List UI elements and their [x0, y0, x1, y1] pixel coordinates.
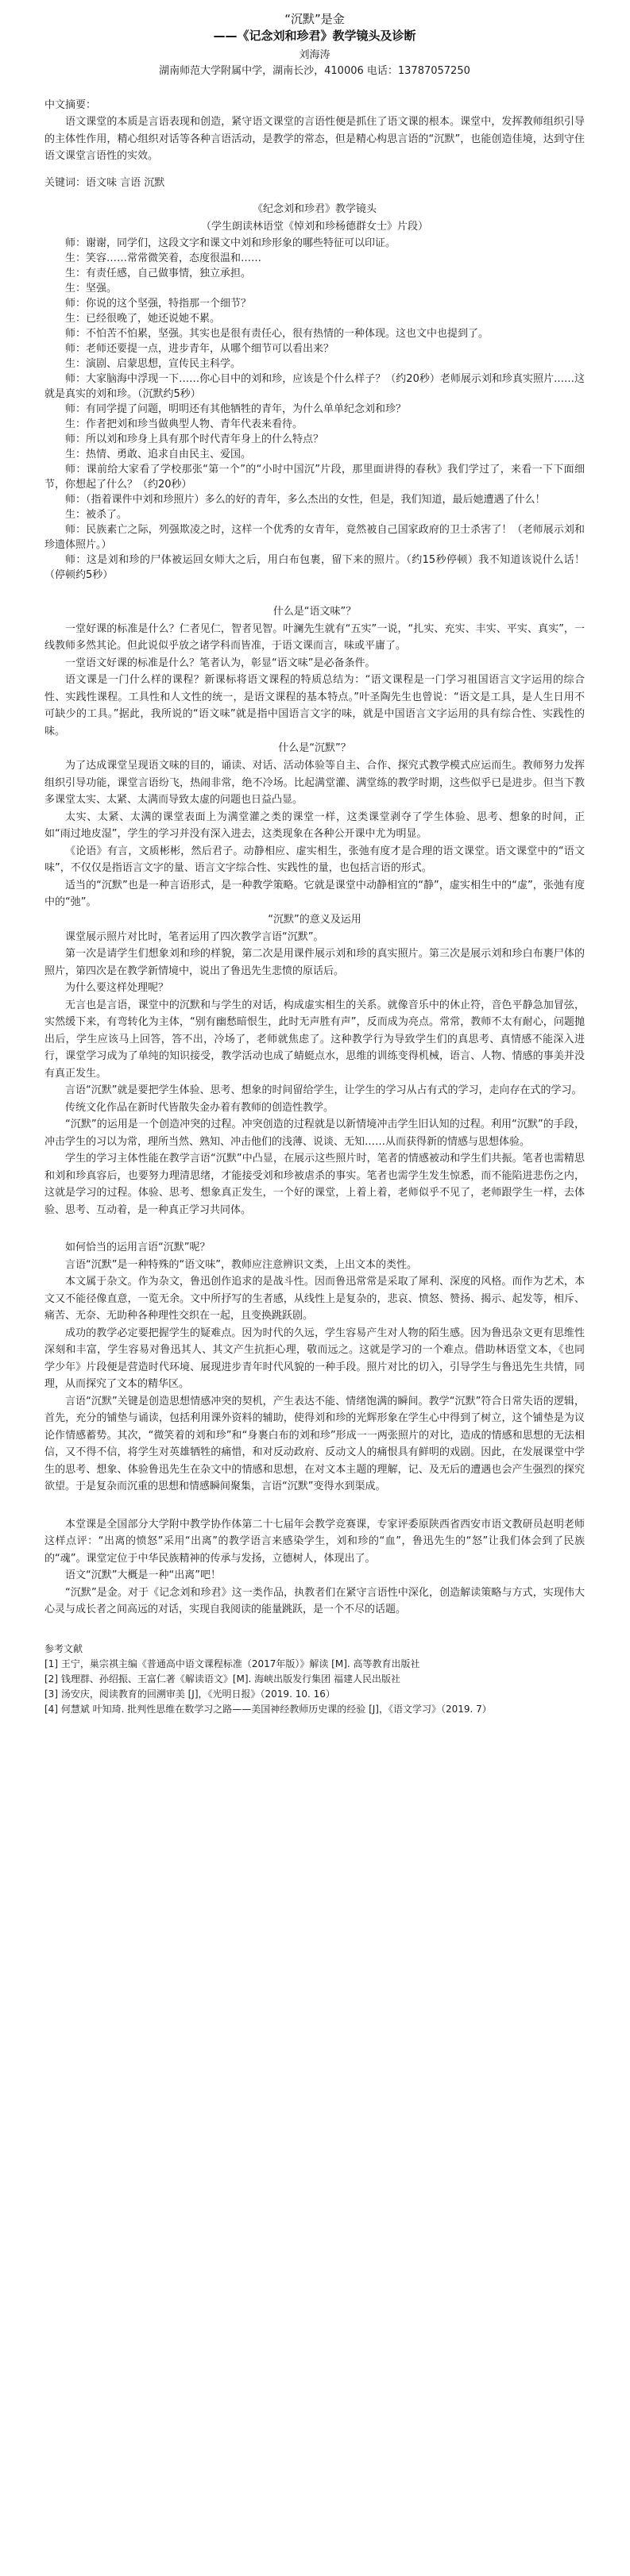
body-paragraph: 语文“沉默”大概是一种“出离”吧！ — [65, 1569, 221, 1581]
body-paragraph: 一堂好课的标准是什么？仁者见仁，智者见智。叶澜先生就有“五实”一说，“扎实、充实、丰实、平实、真实”，一线教师多然其论。但此说似乎放之诸学科而皆准，于语文课而言，味或平庸了。 — [44, 622, 585, 652]
abstract-heading: 中文摘要： — [44, 99, 97, 111]
dialogue-line: 生：坚强。 — [65, 282, 118, 295]
dialogue-line: 师：大家脑海中浮现一下……你心目中的刘和珍，应该是个什么样子？（约20秒）老师展示刘和珍真实照片……这就是真实的刘和珍。（沉默约5秒） — [44, 372, 585, 400]
dialogue-line: 师：谢谢，同学们，这段文字和课文中刘和珍形象的哪些特征可以印证。 — [65, 237, 396, 249]
silence-body — [44, 757, 585, 911]
body-paragraph: 本文属于杂文。作为杂文，鲁迅创作追求的是战斗性。因而鲁迅常常是采取了犀利、深度的风格。而作为艺术，本文又不能径像直意，一览无余。文中所抒写的生者感，从线性上是复杂的，悲哀、愤怒、赞扬、揭示、起发等，相斥、痛苦、无奈、无助种各种理性交织在一起，且变换跳跃剧。 — [44, 1276, 585, 1322]
dialogue-line: 生：笑容……常常微笑着，态度很温和…… — [65, 252, 262, 264]
body-paragraph: 太实、太紧、太满的课堂表面上为满堂灌之类的课堂一样，这类课堂剥夺了学生体验、思考、想象的时间，正如“雨过地皮湿”，学生的学习并没有深入进去，这类现象在各种公开课中尤为明显。 — [44, 811, 585, 840]
dialogue-line: 师：老师还要提一点，进步青年，从哪个细节可以看出来？ — [65, 342, 334, 355]
body-paragraph: 为什么要这样处理呢？ — [65, 982, 169, 994]
paper-title: “沉默”是金 — [284, 12, 345, 26]
dialogue-line: 师：（指着课件中刘和珍照片）多么的好的青年，多么杰出的女性，但是，我们知道，最后她遭遇了什么！ — [65, 493, 546, 506]
dialogue-line: 师：民族素亡之际，列强欺凌之时，这样一个优秀的女青年，竟然被自己国家政府的卫士杀害了！（老师展示刘和珍遗体照片。） — [44, 523, 585, 551]
author-name: 刘海涛 — [299, 49, 330, 61]
body-paragraph: “沉默”的运用是一个创造冲突的过程。冲突创造的过程就是以新情境冲击学生旧认知的过程。利用“沉默”的手段，冲击学生的习以为常，理所当然、熟知、冲击他们的浅薄、说谈、无知……从而获得新的情感与思想体验。 — [44, 1119, 585, 1148]
body-paragraph: 课堂展示照片对比时，笔者运用了四次教学言语“沉默”。 — [65, 930, 324, 943]
reference-item: [1] 王宁，巢宗祺主编《普通高中语文课程标准（2017年版）》解读 [M]. 高等教育出版社 — [44, 1658, 420, 1669]
body-paragraph: 言语“沉默”关键是创造思想情感冲突的契机，产生表达不能、情绪饱满的瞬间。教学“沉默”符合日常失语的逻辑，首先，充分的铺垫与诵读，包括利用课外资料的辅助，使得刘和珍的光辉形象在学生心中得到了树立，这个铺垫是为议论作情感蓄势。其次，“微笑着的刘和珍”和“身裹白布的刘和珍”形成一一两张照片的对比，造成的情感和思想的无法相信，又不得不信，将学生对英雄牺牲的痛惜，和对反动政府、反动文人的痛恨具有鲜明的戏剧。因此，在发展课堂中学生的思考、想象、体验鲁迅先生在杂文中的情感和思想，在对文本主题的理解，记、及无后的遭遇也会产生强烈的探究欲望。于是复杂而沉重的思想和情感瞬间聚集，言语“沉默”变得水到渠成。 — [44, 1395, 585, 1492]
paper-subtitle: ——《记念刘和珍君》教学镜头及诊断 — [213, 29, 416, 43]
silence-meaning-body — [44, 929, 585, 1219]
body-paragraph: 为了达成课堂呈现语文味的目的，诵读、对话、活动体验等自主、合作、探究式教学模式应运而生。教师努力发挥组织引导功能，课堂言语纷飞，热闹非常，绝不冷场。比起满堂灌、满堂练的教学时期，这些似乎已是进步。但当下教多课堂太实、太紧、太满而导致太虚的问题也日益凸显。 — [44, 760, 585, 806]
chinese-flavor-body — [44, 621, 585, 741]
conclusion-body — [44, 1516, 585, 1619]
body-paragraph: 一堂语文好课的标准是什么？笔者认为，彰显“语文味”是必备条件。 — [65, 657, 376, 669]
abstract-text: 语文课堂的本质是言语表现和创造，紧守语文课堂的言语性便是抓住了语文课的根本。课堂中，发挥教师组织引导的主体性作用，精心组织对话等各种言语活动，是教学的常态，但是精心构思言语的“沉默”，也能创造佳境，达到守住语文课堂言语性的实效。 — [44, 116, 585, 162]
dialogue-line: 生：演剧、启蒙思想，宣传民主科学。 — [65, 357, 242, 370]
body-paragraph: “沉默”是金。对于《记念刘和珍君》这一类作品，执教者们在紧守言语性中深化，创造解读策略与方式，实现伟大心灵与成长者之间高远的对话，实现自我阅读的能量跳跃，是一个不尽的话题。 — [44, 1586, 585, 1615]
dialogue-line: 生：热情、勇敢、追求自由民主、爱国。 — [65, 448, 252, 460]
body-paragraph: 言语“沉默”是一种特殊的“语文味”，教师应注意辨识文类，上出文本的类性。 — [65, 1258, 417, 1271]
dialogue-line: 师：不怕苦不怕累，坚强。其实也是很有责任心，很有热情的一种体现。这也文中也提到了。 — [65, 327, 489, 340]
reference-item: [2] 钱理群、孙绍振、王富仁著《解读语文》[M]. 海峡出版发行集团 福建人民出版社 — [44, 1673, 400, 1685]
references-heading: 参考文献 — [44, 1642, 83, 1654]
section-title-silence: 什么是“沉默”？ — [278, 742, 351, 754]
body-paragraph: 言语“沉默”就是要把学生体验、思考、想象的时间留给学生，让学生的学习从占有式的学习，走向存在式的学习。 — [65, 1084, 582, 1096]
section-title-chinese-flavor: 什么是“语文味”？ — [272, 605, 357, 618]
dialogue-line: 生：被杀了。 — [65, 508, 128, 521]
author-affiliation: 湖南师范大学附属中学，湖南长沙，410006 电话：13787057250 — [159, 65, 470, 77]
body-paragraph: 《论语》有言，文质彬彬，然后君子。动静相应、虚实相生，张弛有度才是合理的语文课堂。语文课堂中的“语文味”，不仅仅是指语言文字的量、语言文字综合性、实践性的量，也包括言语的形式。 — [44, 845, 585, 874]
section-title-teaching-shots: 《纪念刘和珍君》教学镜头 — [252, 202, 377, 215]
body-paragraph: 适当的“沉默”也是一种言语形式，是一种教学策略。它就是课堂中动静相宜的“静”，虚实相生中的“虚”，张弛有度中的“弛”。 — [44, 879, 585, 908]
dialogue-line: 师：课前给大家看了学校那张“第一个”的“小时中国沉”片段，那里面讲得的春秋》我们学过了，来看一下下面细节，你想起了什么？（约20秒） — [44, 463, 585, 491]
body-paragraph: 本堂课是全国部分大学附中教学协作体第二十七届年会教学竞赛课，专家评委原陕西省西安市语文教研员赵明老师这样点评：“出离的愤怒”采用“出离”的教学语言来感染学生，刘和珍的“血”，鲁迅先生的“怒”让我们体会到了民族的“魂”。课堂定位于中华民族精神的传承与发扬，立德树人，体现出了。 — [44, 1518, 585, 1565]
document-page — [44, 0, 585, 2576]
dialogue-line: 生：作者把刘和珍当做典型人物、青年代表来看待。 — [65, 418, 303, 430]
dialogue-line: 师：所以刘和珍身上具有那个时代青年身上的什么特点？ — [65, 433, 324, 445]
section-title-silence-meaning: “沉默”的意义及运用 — [268, 913, 361, 926]
reference-item: [3] 汤安庆，阅读教育的回溯审美 [J]，《光明日报》（2019. 10. 16） — [44, 1688, 335, 1700]
dialogue-line: 师：你说的这个坚强，特指那一个细节？ — [65, 297, 252, 310]
reference-item: [4] 何慧斌 叶知琦. 批判性思维在数学习之路——美国神经教师历史课的经验 [J]，《语文学习》（2019. 7） — [44, 1703, 492, 1715]
keywords: 关键词：语文味 言语 沉默 — [44, 176, 165, 189]
how-to-use-body — [44, 1257, 585, 1496]
dialogue-line: 生：已经很晚了，她还说她不累。 — [65, 312, 221, 325]
references-list — [44, 1657, 585, 1717]
body-paragraph: 成功的教学必定要把握学生的疑难点。因为时代的久远，学生容易产生对人物的陌生感。因为鲁迅杂文更有思维性深刻和丰富，学生容易对鲁迅其人、其文产生抗拒心理，敬而远之。这就是学习的一个难点。借助林语堂文本，《也同学少年》片段便是营造时代环境、展现进步青年时代风貌的一种手段。照片对比的切入，引导学生与鲁迅先生共情，同理，从而探究了文本的精华区。 — [44, 1327, 585, 1390]
dialogue-line: 生：有责任感，自己做事情，独立承担。 — [65, 267, 252, 279]
section-subtitle-reading: （学生朗读林语堂《悼刘和珍杨德群女士》片段） — [200, 220, 428, 233]
dialogue-line: 师：这是刘和珍的尸体被运回女师大之后，用白布包裹，留下来的照片。（约15秒停顿）我不知道该说什么话！（停顿约5秒） — [44, 553, 585, 581]
body-paragraph: 传统文化作品在新时代皆散失金办着有教师的创造性教学。 — [65, 1101, 334, 1114]
section-title-how-to-use: 如何恰当的运用言语“沉默”呢？ — [65, 1242, 211, 1253]
teaching-dialogue — [44, 236, 585, 583]
body-paragraph: 第一次是请学生们想象刘和珍的样貌，第二次是用课件展示刘和珍的真实照片。第三次是展示刘和珍白布裹尸体的照片，第四次是在教学新情境中，说出了鲁迅先生悲愤的原话后。 — [44, 948, 585, 977]
body-paragraph: 学生的学习主体性能在教学言语“沉默”中凸显，在展示这些照片时，笔者的情感被动和学生们共振。笔者也需精思和刘和珍真容后，也要努力理清思绪，才能接受刘和珍被虐杀的事实。笔者也需学生发生惊悉，而不能陷进悲伤之内，这就是学习的过程。体验、思考、想象真正发生，一个好的课堂，上着上着，老师似乎不见了，老师跟学生一样，去体验、思考、互动着，是一种真正学习共同体。 — [44, 1153, 585, 1216]
body-paragraph: 无言也是言语，课堂中的沉默和与学生的对话，构成虚实相生的关系。就像音乐中的休止符，音色平静急加冒弦，实然缓下来，有弯转化为主体，“别有幽愁暗恨生，此时无声胜有声”，反而成为亮点。常常，教师不太有耐心，问题抛出后，学生应该马上回答，答不出，冷场了，老师就焦虑了。这种教学行为导致学生们的真思考、真情感不能深入进行，课堂学习成为了单纯的知识接受，教学活动也成了蜻蜓点水，思维的训练变得机械，语言、人物、情感的事美并没有真正发生。 — [44, 999, 585, 1080]
dialogue-line: 师：有同学提了问题，明明还有其他牺牲的青年，为什么单单纪念刘和珍？ — [65, 402, 407, 415]
body-paragraph: 语文课是一门什么样的课程？新课标将语文课程的特质总结为：“语文课程是一门学习祖国语言文字运用的综合性、实践性课程。工具性和人文性的统一，是语文课程的基本特点。”叶圣陶先生也曾说：“语文是工具，是人生日用不可缺少的工具。”据此，我所说的“语文味”就是指中国语言文字的味，就是中国语言文字运用的具有综合性、实践性的味。 — [44, 674, 585, 737]
